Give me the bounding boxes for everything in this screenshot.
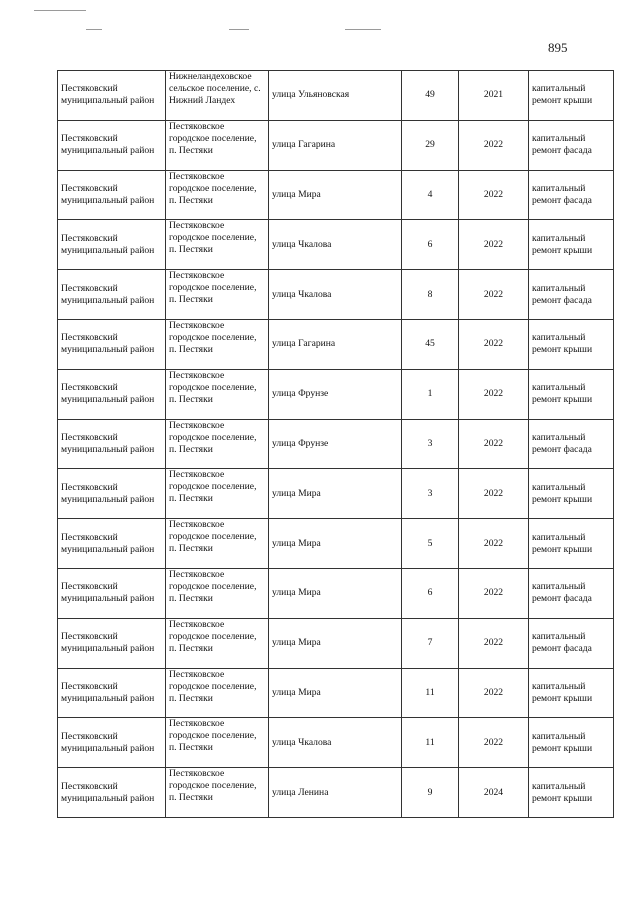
year-cell: 2024 [459,768,529,818]
work-type-cell: капитальный ремонт крыши [529,469,614,519]
work-type-cell: капитальный ремонт крыши [529,718,614,768]
settlement-cell: Пестяковское городское поселение, п. Пестяки [166,568,269,618]
house-number-cell: 9 [402,768,459,818]
district-cell: Пестяковский муниципальный район [58,618,166,668]
work-type-cell: капитальный ремонт фасада [529,270,614,320]
scan-artifact-line [229,29,249,30]
district-cell: Пестяковский муниципальный район [58,668,166,718]
work-type-cell: капитальный ремонт фасада [529,568,614,618]
street-cell: улица Фрунзе [269,369,402,419]
work-type-cell: капитальный ремонт крыши [529,71,614,121]
settlement-cell: Пестяковское городское поселение, п. Пестяки [166,220,269,270]
year-cell: 2022 [459,519,529,569]
year-cell: 2022 [459,170,529,220]
house-number-cell: 5 [402,519,459,569]
district-cell: Пестяковский муниципальный район [58,170,166,220]
settlement-cell: Нижнеландеховское сельское поселение, с. Нижний Ландех [166,71,269,121]
year-cell: 2022 [459,568,529,618]
table-row [58,220,614,270]
work-type-cell: капитальный ремонт фасада [529,170,614,220]
year-cell: 2022 [459,718,529,768]
street-cell: улица Ленина [269,768,402,818]
repair-schedule-table [57,70,614,818]
house-number-cell: 11 [402,718,459,768]
table-row [58,319,614,369]
house-number-cell: 1 [402,369,459,419]
settlement-cell: Пестяковское городское поселение, п. Пестяки [166,170,269,220]
year-cell: 2022 [459,668,529,718]
page-number: 895 [548,40,568,55]
year-cell: 2022 [459,220,529,270]
work-type-cell: капитальный ремонт крыши [529,369,614,419]
district-cell: Пестяковский муниципальный район [58,718,166,768]
scan-artifact-line [345,29,381,30]
table-row [58,71,614,121]
house-number-cell: 6 [402,568,459,618]
work-type-cell: капитальный ремонт крыши [529,319,614,369]
year-cell: 2022 [459,469,529,519]
district-cell: Пестяковский муниципальный район [58,469,166,519]
table-row [58,170,614,220]
year-cell: 2022 [459,120,529,170]
street-cell: улица Чкалова [269,718,402,768]
scan-artifact-line [34,10,86,11]
street-cell: улица Гагарина [269,319,402,369]
house-number-cell: 49 [402,71,459,121]
work-type-cell: капитальный ремонт фасада [529,120,614,170]
table-row [58,369,614,419]
street-cell: улица Фрунзе [269,419,402,469]
year-cell: 2022 [459,319,529,369]
house-number-cell: 45 [402,319,459,369]
table-row [58,768,614,818]
street-cell: улица Мира [269,469,402,519]
street-cell: улица Мира [269,668,402,718]
house-number-cell: 29 [402,120,459,170]
street-cell: улица Мира [269,170,402,220]
street-cell: улица Мира [269,618,402,668]
house-number-cell: 3 [402,469,459,519]
settlement-cell: Пестяковское городское поселение, п. Пестяки [166,768,269,818]
street-cell: улица Мира [269,519,402,569]
work-type-cell: капитальный ремонт крыши [529,519,614,569]
street-cell: улица Гагарина [269,120,402,170]
table-row [58,718,614,768]
house-number-cell: 11 [402,668,459,718]
street-cell: улица Ульяновская [269,71,402,121]
work-type-cell: капитальный ремонт крыши [529,768,614,818]
street-cell: улица Мира [269,568,402,618]
year-cell: 2022 [459,618,529,668]
district-cell: Пестяковский муниципальный район [58,419,166,469]
work-type-cell: капитальный ремонт фасада [529,618,614,668]
district-cell: Пестяковский муниципальный район [58,220,166,270]
work-type-cell: капитальный ремонт крыши [529,220,614,270]
table-row [58,568,614,618]
district-cell: Пестяковский муниципальный район [58,270,166,320]
scan-artifact-line [86,29,102,30]
settlement-cell: Пестяковское городское поселение, п. Пестяки [166,319,269,369]
table-row [58,270,614,320]
district-cell: Пестяковский муниципальный район [58,71,166,121]
district-cell: Пестяковский муниципальный район [58,568,166,618]
settlement-cell: Пестяковское городское поселение, п. Пестяки [166,718,269,768]
table-row [58,419,614,469]
house-number-cell: 7 [402,618,459,668]
year-cell: 2022 [459,369,529,419]
settlement-cell: Пестяковское городское поселение, п. Пестяки [166,120,269,170]
table-row [58,519,614,569]
year-cell: 2022 [459,419,529,469]
table-row [58,120,614,170]
table-row [58,469,614,519]
settlement-cell: Пестяковское городское поселение, п. Пестяки [166,419,269,469]
settlement-cell: Пестяковское городское поселение, п. Пестяки [166,469,269,519]
district-cell: Пестяковский муниципальный район [58,369,166,419]
district-cell: Пестяковский муниципальный район [58,519,166,569]
year-cell: 2021 [459,71,529,121]
table-row [58,618,614,668]
house-number-cell: 6 [402,220,459,270]
year-cell: 2022 [459,270,529,320]
settlement-cell: Пестяковское городское поселение, п. Пестяки [166,618,269,668]
settlement-cell: Пестяковское городское поселение, п. Пестяки [166,519,269,569]
district-cell: Пестяковский муниципальный район [58,768,166,818]
house-number-cell: 8 [402,270,459,320]
settlement-cell: Пестяковское городское поселение, п. Пестяки [166,369,269,419]
work-type-cell: капитальный ремонт крыши [529,668,614,718]
house-number-cell: 4 [402,170,459,220]
street-cell: улица Чкалова [269,270,402,320]
house-number-cell: 3 [402,419,459,469]
work-type-cell: капитальный ремонт фасада [529,419,614,469]
table-row [58,668,614,718]
district-cell: Пестяковский муниципальный район [58,120,166,170]
district-cell: Пестяковский муниципальный район [58,319,166,369]
settlement-cell: Пестяковское городское поселение, п. Пестяки [166,270,269,320]
street-cell: улица Чкалова [269,220,402,270]
settlement-cell: Пестяковское городское поселение, п. Пестяки [166,668,269,718]
